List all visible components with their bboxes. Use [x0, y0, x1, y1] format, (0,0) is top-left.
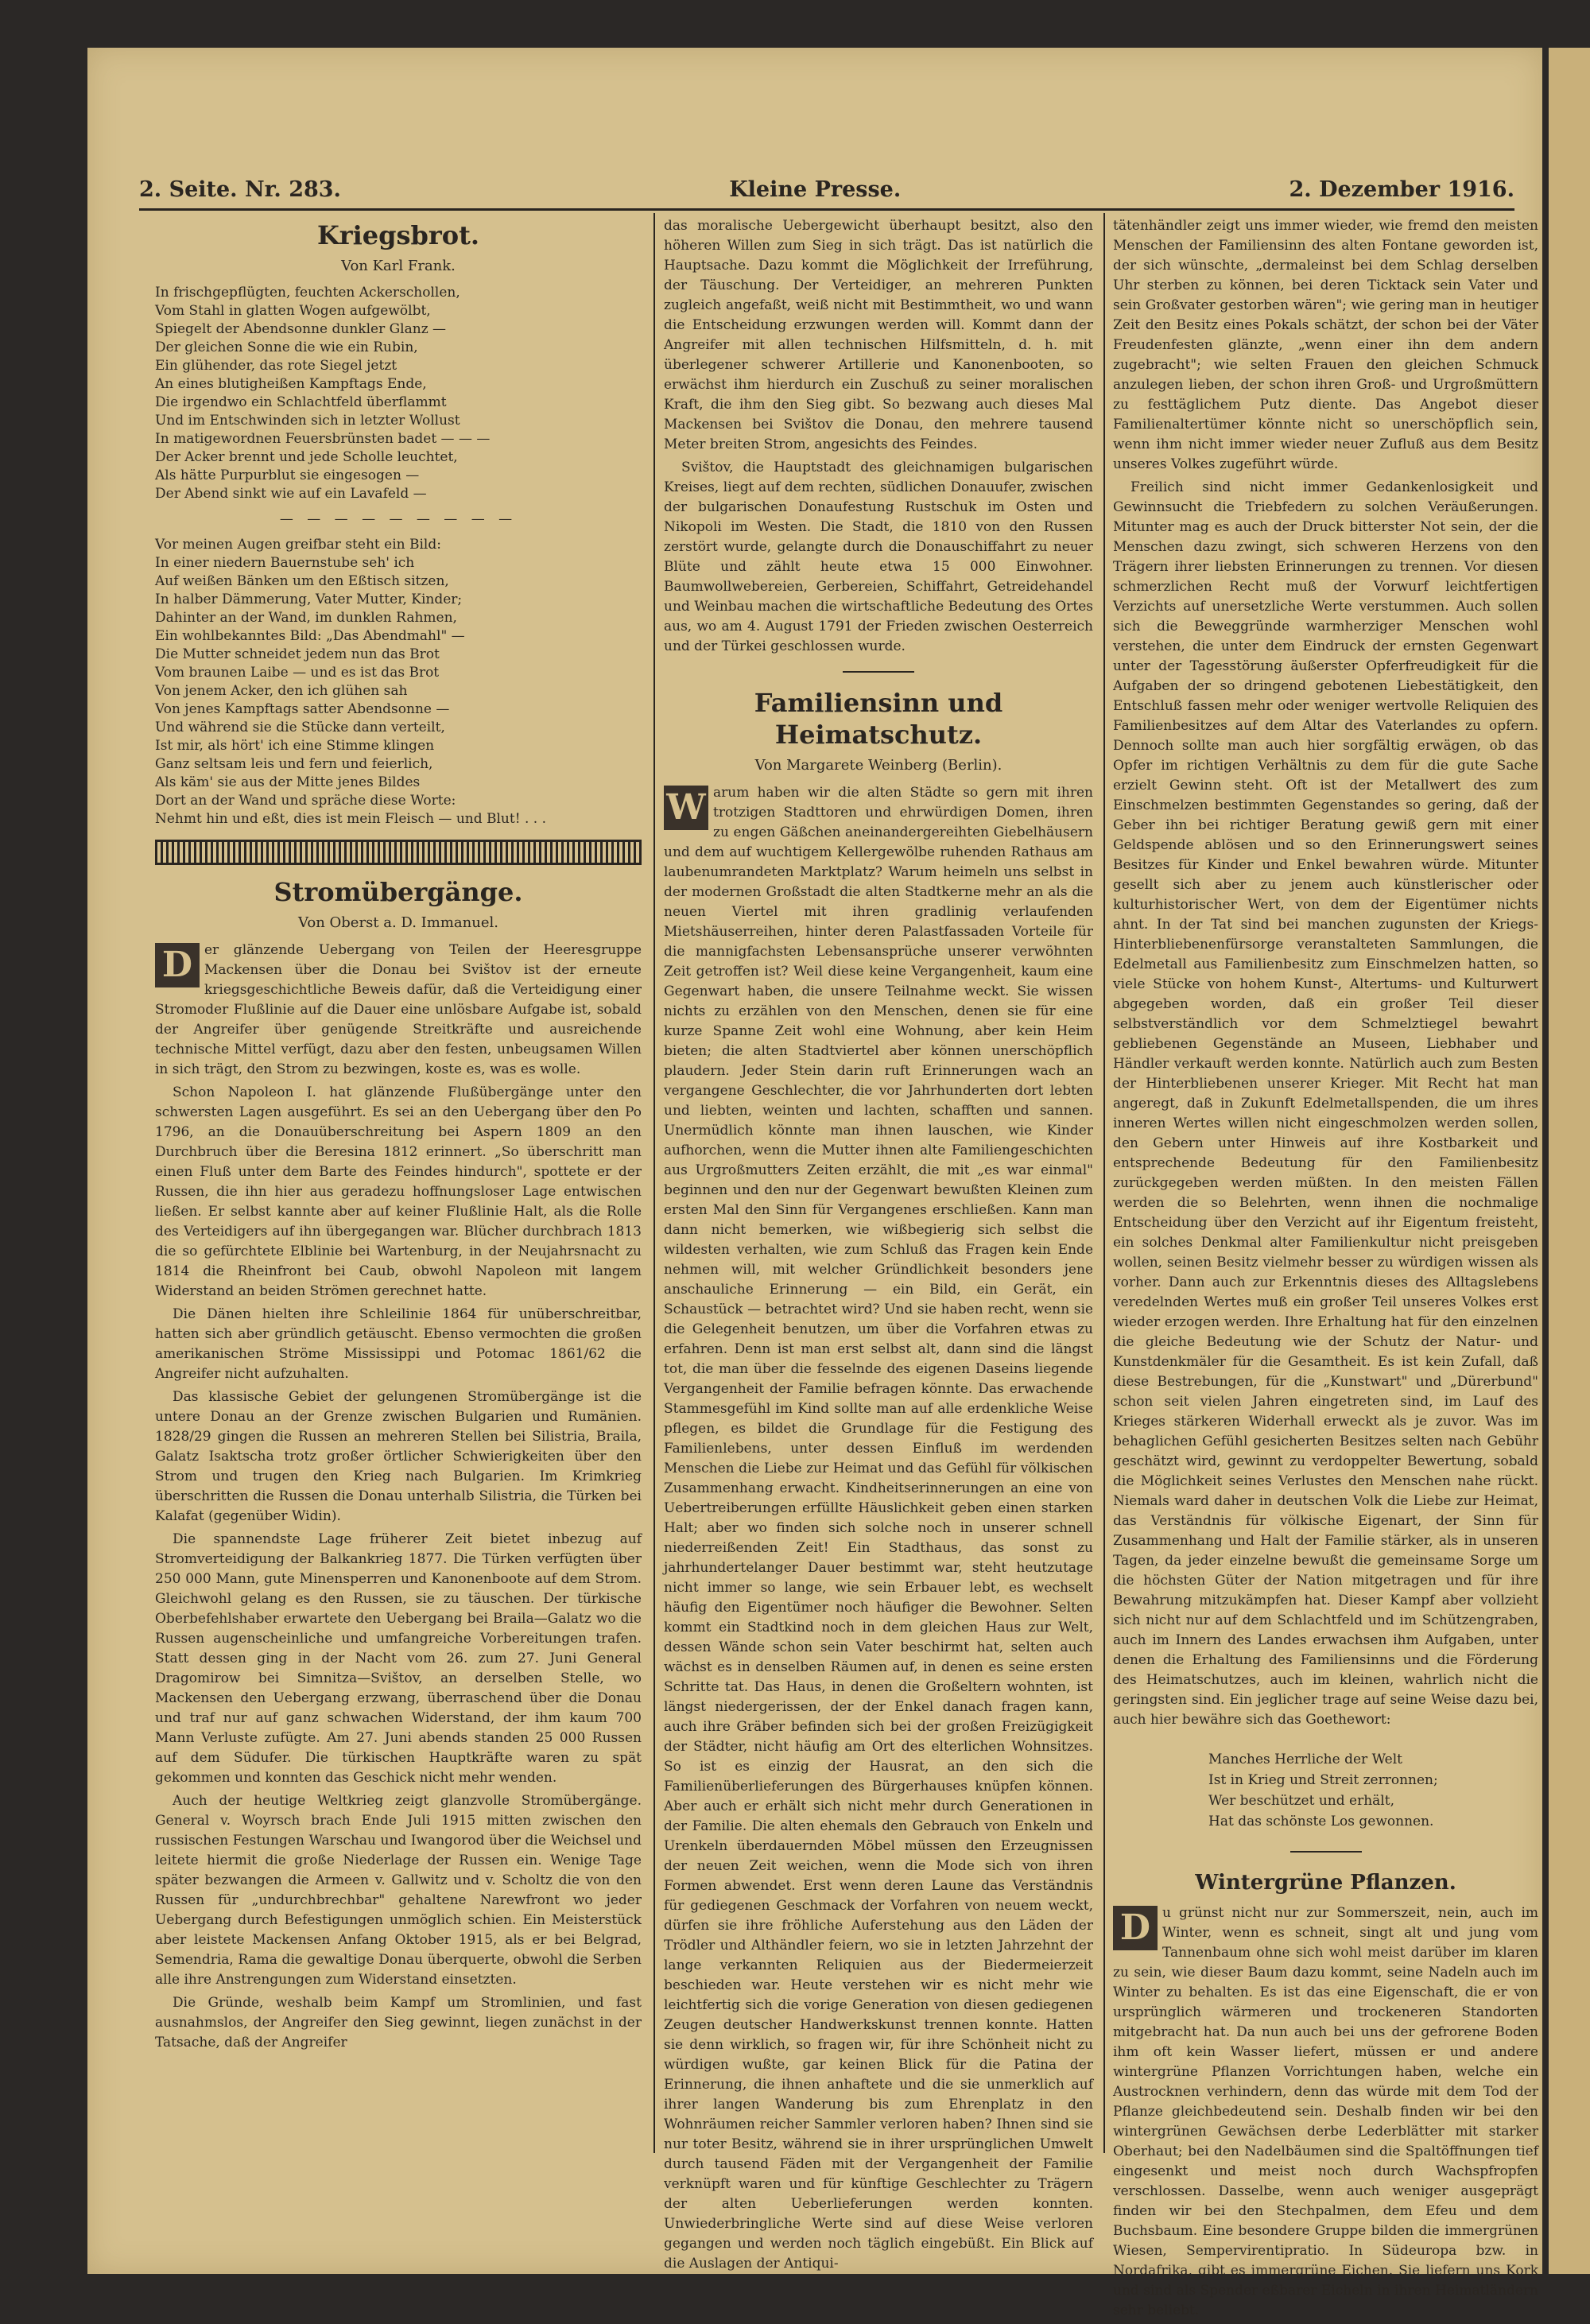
poem-line: Ganz seltsam leis und fern und feierlich,: [155, 756, 433, 772]
article-paragraph: Svištov, die Hauptstadt des gleichnamigen bulgarischen Kreises, liegt auf dem rechten, südlichen Donauufer, zwischen der bulgarischen Donaufestung Rustschuk im Osten und Nikopoli im Westen. Die Stadt, die 1810 von den Russen zerstört wurde, gelangte durch die Donauschiffahrt zu neuer Blüte und zählt heute etwa 15 000 Einwohner. Baumwollwebereien, Gerbereien, Schiffahrt, Getreidehandel und Weinbau machen die wirtschaftliche Bedeutung des Ortes aus, wo am 4. August 1791 der Frieden zwischen Oesterreich und der Türkei geschlossen wurde.: [664, 460, 1093, 654]
poem-line: In frischgepflügten, feuchten Ackerschollen,: [155, 285, 460, 301]
drop-cap: D: [1113, 1906, 1158, 1950]
header-rule: [139, 208, 1514, 211]
poem-line: An eines blutigheißen Kampftags Ende,: [155, 376, 427, 392]
article-paragraph: D er glänzende Uebergang von Teilen der Heeresgruppe Mackensen über die Donau bei Svištov ist der erneute kriegsgeschichtliche Beweis dafür, daß die Verteidigung einer Stromoder Flußlinie auf die Dauer eine unlösbare Aufgabe ist, sobald der Angreifer über genügende Streitkräfte und ausreichende technische Mittel verfügt, dazu aber den festen, unbeugsamen Willen in sich trägt, den Strom zu bezwingen, koste es, was es wolle.: [155, 942, 642, 1077]
poem-line: In halber Dämmerung, Vater Mutter, Kinder;: [155, 592, 463, 607]
goethe-verse: [1208, 1749, 1538, 1832]
column-3: [1113, 216, 1538, 2324]
poem-byline: Von Karl Frank.: [341, 258, 456, 274]
article-paragraph: Die Dänen hielten ihre Schleilinie 1864 für unüberschreitbar, hatten sich aber gründlich getäuscht. Ebenso vermochten die großen amerikanischen Ströme Mississippi und Potomac 1861/62 die Angreifer nicht aufzuhalten.: [155, 1306, 642, 1382]
verse-line: Hat das schönste Los gewonnen.: [1208, 1814, 1434, 1829]
poem-line: Und während sie die Stücke dann verteilt,: [155, 720, 445, 735]
poem-line: Auf weißen Bänken um den Eßtisch sitzen,: [155, 573, 449, 589]
section-rule: [1290, 1851, 1362, 1853]
poem-line: Ist mir, als hört' ich eine Stimme klingen: [155, 738, 435, 754]
poem-line: In einer niedern Bauernstube seh' ich: [155, 555, 415, 571]
ornamental-divider: [155, 840, 642, 865]
poem-line: Vom braunen Laibe — und es ist das Brot: [155, 665, 440, 681]
poem-line: Als hätte Purpurblut sie eingesogen —: [155, 468, 420, 483]
article-paragraph: Die Gründe, weshalb beim Kampf um Stromlinien, und fast ausnahmslos, der Angreifer den Sieg gewinnt, liegen zunächst in der Tatsache, daß der Angreifer: [155, 1995, 642, 2050]
poem-line: Ein wohlbekanntes Bild: „Das Abendmahl" —: [155, 628, 465, 644]
poem-line: Der Abend sinkt wie auf ein Lavafeld —: [155, 486, 427, 502]
poem-line: Ein glühender, das rote Siegel jetzt: [155, 358, 398, 374]
article-paragraph: D u grünst nicht nur zur Sommerszeit, nein, auch im Winter, wenn es schneit, singt alt und jung vom Tannenbaum ohne sich wohl meist darüber im klaren zu sein, wie dieser Baum dazu kommt, seine Nadeln auch im Winter zu behalten. Es ist das eine Eigenschaft, die er von ursprünglich wärmeren und trockeneren Standorten mitgebracht hat. Da nun auch bei uns der gefrorene Boden ihm oft kein Wasser liefert, müssen er und andere wintergrüne Pflanzen Vorrichtungen haben, welche ein Austrocknen verhindern, denn das würde mit dem Tod der Pflanze gleichbedeutend sein. Deshalb finden wir bei den wintergrünen Gewächsen derbe Lederblätter mit starker Oberhaut; bei den Nadelbäumen sind die Spaltöffnungen tief eingesenkt und meist noch durch Wachspfropfen verschlossen. Dasselbe, wenn auch weniger ausgeprägt finden wir bei den Stechpalmen, dem Efeu und dem Buchsbaum. Eine besondere Gruppe bilden die immergrünen Wiesen, Sempervirentipratio. In Südeuropa bzw. in Nordafrika, gibt es immergrüne Eichen. Sie liefern uns Kork und sind als Spender eßbarer Eicheln in ihren Heimatländern sehr beliebt.: [1113, 1905, 1538, 2318]
poem-line: Von jenes Kampftags satter Abendsonne —: [155, 701, 450, 717]
drop-cap: W: [664, 786, 708, 830]
article-paragraph: tätenhändler zeigt uns immer wieder, wie fremd den meisten Menschen der Familiensinn des alten Fontane geworden ist, der sich wünschte, „dermaleinst bei dem Schlag derselben Uhr sterben zu können, bei deren Ticktack sein Vater und sein Großvater gestorben wären"; wie gering man in heutiger Zeit den Besitz eines Pokals schätzt, der schon bei der Väter Freudenfesten glänzte, „wenn einer ihn dem andern zugebracht"; wie selten Frauen den gleichen Schmuck anzulegen lieben, der schon ihren Groß- und Urgroßmüttern zu festtäglichem Putz diente. Das Angebot dieser Familienaltertümer könnte nicht so unerschöpflich sein, wenn ihm nicht immer wieder neuer Zufluß aus dem Besitz unseres Volkes zugeführt würde.: [1113, 218, 1538, 472]
article-paragraph: Schon Napoleon I. hat glänzende Flußübergänge unter den schwersten Lagen ausgeführt. Es sei an den Uebergang über den Po 1796, an die Donauüberschreitung bei Aspern 1809 an den Durchbruch über die Beresina 1812 erinnert. „So überschritt man einen Fluß unter dem Barte des Feindes hindurch", spottete er der Russen, die ihn hier aus geradezu hoffnungsloser Lage entwischen ließen. Er selbst kannte aber auf keiner Flußlinie Halt, als die Rolle des Verteidigers auf ihn übergegangen war. Blücher durchbrach 1813 die so gefürchtete Elblinie bei Wartenburg, in der Neujahrsnacht zu 1814 die Rheinfront bei Caub, obwohl Napoleon mit langem Widerstand an beiden Strömen gerechnet hatte.: [155, 1084, 642, 1299]
newspaper-name: Kleine Presse.: [729, 177, 902, 202]
poem-line: Und im Entschwinden sich in letzter Wollust: [155, 413, 460, 429]
article-paragraph: Die spannendste Lage früherer Zeit bietet inbezug auf Stromverteidigung der Balkankrieg 1877. Die Türken verfügten über 250 000 Mann, gute Minensperren und Kanonenboote auf dem Strom. Gleichwohl gelang es den Russen, sie zu täuschen. Der türkische Oberbefehlshaber erwartete den Uebergang bei Braila—Galatz wo die Russen augenscheinliche und umfangreiche Vorbereitungen trafen. Statt dessen ging in der Nacht vom 26. zum 27. Juni General Dragomirow bei Simnitza—Svištov, an derselben Stelle, wo Mackensen den Uebergang erzwang, überraschend über die Donau und traf nur auf ganz schwachen Widerstand, der ihm kaum 700 Mann Verluste zufügte. Am 27. Juni abends standen 25 000 Russen auf dem Südufer. Die türkischen Hauptkräfte waren zu spät gekommen und konnten das Geschick nicht mehr wenden.: [155, 1531, 642, 1786]
article-paragraph: Das klassische Gebiet der gelungenen Stromübergänge ist die untere Donau an der Grenze zwischen Bulgarien und Rumänien. 1828/29 gingen die Russen an mehreren Stellen bei Silistria, Braila, Galatz Isaktscha trotz großer örtlicher Schwierigkeiten über den Strom und trugen den Krieg nach Bulgarien. Im Krimkrieg überschritten die Russen die Donau unterhalb Silistria, die Türken bei Kalafat (gegenüber Widin).: [155, 1389, 642, 1524]
section-separator: — — — — — — — — —: [279, 511, 518, 527]
poem-line: Dort an der Wand und spräche diese Worte:: [155, 793, 456, 809]
poem-stanza-2: [155, 536, 642, 828]
issue-date: 2. Dezember 1916.: [1289, 177, 1514, 202]
column-2: [664, 216, 1093, 2277]
poem-line: Die irgendwo ein Schlachtfeld überflammt: [155, 394, 447, 410]
poem-line: Der Acker brennt und jede Scholle leuchtet,: [155, 449, 458, 465]
poem-line: Der gleichen Sonne die wie ein Rubin,: [155, 339, 418, 355]
poem-line: Nehmt hin und eßt, dies ist mein Fleisch — und Blut! . . .: [155, 811, 546, 827]
poem-line: Die Mutter schneidet jedem nun das Brot: [155, 646, 440, 662]
page-header: [139, 175, 1514, 204]
poem-line: Dahinter an der Wand, im dunklen Rahmen,: [155, 610, 457, 626]
column-divider: [653, 213, 655, 2153]
article-title: Familiensinn und Heimatschutz.: [754, 688, 1003, 750]
article-title: Stromübergänge.: [273, 877, 523, 907]
verse-line: Manches Herrliche der Welt: [1208, 1752, 1402, 1767]
verse-line: Ist in Krieg und Streit zerronnen;: [1208, 1772, 1438, 1788]
page-number: 2. Seite. Nr. 283.: [139, 177, 341, 202]
poem-line: Vom Stahl in glatten Wogen aufgewölbt,: [155, 303, 431, 319]
poem-line: Als käm' sie aus der Mitte jenes Bildes: [155, 774, 421, 790]
article-paragraph: das moralische Uebergewicht überhaupt besitzt, also den höheren Willen zum Sieg in sich trägt. Das ist natürlich die Hauptsache. Dazu kommt die Möglichkeit der Irreführung, der Täuschung. Der Verteidiger, an mehreren Punkten zugleich angefaßt, weiß nicht mit Bestimmtheit, wo und wann die Entscheidung erzwungen werden will. Kommt dann der Angreifer mit allen technischen Hilfsmitteln, d. h. mit überlegener schwerer Artillerie und Kanonenbooten, so erwächst ihm hierdurch ein Zuschuß zu seiner moralischen Kraft, die ihm den Sieg gibt. So bezwang auch dieses Mal Mackensen bei Svištov die Donau, den mehrere tausend Meter breiten Strom, angesichts des Feindes.: [664, 218, 1093, 452]
poem-line: Vor meinen Augen greifbar steht ein Bild:: [155, 537, 441, 553]
verse-line: Wer beschützet und erhält,: [1208, 1793, 1394, 1809]
poem-line: Spiegelt der Abendsonne dunkler Glanz —: [155, 321, 447, 337]
article-byline: Von Margarete Weinberg (Berlin).: [754, 757, 1002, 774]
poem-line: Von jenem Acker, den ich glühen sah: [155, 683, 408, 699]
poem-title: Kriegsbrot.: [316, 220, 480, 250]
article-byline: Von Oberst a. D. Immanuel.: [298, 914, 498, 931]
article-paragraph: Auch der heutige Weltkrieg zeigt glanzvolle Stromübergänge. General v. Woyrsch brach Ende Juli 1915 mitten zwischen den russischen Festungen Warschau und Iwangorod über die Weichsel und leitete hiermit die große Niederlage der Russen ein. Wenige Tage später bezwangen die Armeen v. Gallwitz und v. Scholtz die von den Russen für „undurchbrechbar" gehaltene Narewfront wo jeder Uebergang durch Befestigungen unmöglich schien. Ein Meisterstück aber leistete Mackensen Anfang Oktober 1915, als er bei Belgrad, Semendria, Rama die gewaltige Donau überquerte, obwohl die Serben alle ihre Anstrengungen zum Widerstand einsetzten.: [155, 1793, 642, 1988]
column-1: [155, 216, 642, 2056]
article-paragraph: Freilich sind nicht immer Gedankenlosigkeit und Gewinnsucht die Triebfedern zu solchen Veräußerungen. Mitunter mag es auch der Druck bitterster Not sein, der die Menschen dazu zwingt, sich schweren Herzens von den Trägern ihrer liebsten Erinnerungen zu trennen. Vor diesen schmerzlichen Recht muß der Vorwurf leichtfertigen Verzichts auf unersetzliche Werte verstummen. Auch sollen sich die Beweggründe warmherziger Menschen wohl verstehen, die unter dem Eindruck der ernsten Gegenwart unter der Tagesstörung äußerster Opferfreudigkeit für die Aufgaben der so dringend gebotenen Liebestätigkeit, den Entschluß fassen mehr oder weniger wertvolle Reliquien des Familienbesitzes auf dem Altar des Vaterlandes zu opfern. Dennoch sollte man auch hier sorgfältig erwägen, ob das Opfer im richtigen Verhältnis zu dem für die gute Sache erzielt Gewinn steht. Oft ist der Metallwert des zum Einschmelzen bestimmten Gegenstandes so gering, daß der Geber ihn bei richtiger Beratung gewiß gern mit einer Geldspende ablösen und so den Erinnerungswert seines Besitzes für Kinder und Enkel bewahren würde. Mitunter gesellt sich aber zu jenem auch künstlerischer oder kulturhistorischer Wert, von dem der Eigentümer nichts ahnt. In der Tat sind bei manchen zugunsten der Kriegs-Hinterbliebenenfürsorge veranstalteten Sammlungen, die Edelmetall aus Familienbesitz zum Einschmelzen hatten, so viele Stücke von hohem Kunst-, Altertums- und Kulturwert abgegeben worden, daß ein großer Teil dieser selbstverständlich vor dem Schmelztiegel bewahrt gebliebenen Gegenstände an Museen, Liebhaber und Händler verkauft werden konnte. Natürlich auch zum Besten der Hinterbliebenen unserer Krieger. Mit Recht hat man angeregt, daß in Zukunft Edelmetallspenden, die um ihres inneren Wertes willen nicht eingeschmolzen werden sollen, den Gebern unter Hinweis auf ihre Kostbarkeit und entsprechende Bedeutung für den Familienbesitz zurückgegeben werden müßten. In den meisten Fällen werden die so Belehrten, wenn ihnen die nochmalige Entscheidung über den Verzicht auf ihr Eigentum freisteht, ein solches Denkmal alter Familienkultur nicht preisgeben wollen, seinen Besitz vielmehr besser zu würdigen wissen als vorher. Dann auch zur Erkenntnis dieses des Alltagslebens veredelnden Wertes muß ein großer Teil unseres Volkes erst wieder erzogen werden. Ihre Erhaltung hat für den einzelnen die gleiche Bedeutung wie der Schutz der Natur- und Kunstdenkmäler für die Gesamtheit. Es ist kein Zufall, daß diese Bestrebungen, für die „Kunstwart" und „Dürerbund" schon seit vielen Jahren eingetreten sind, im Lauf des Krieges stärkeren Widerhall erweckt als je zuvor. Was im behaglichen Gefühl gesicherten Besitzes selten nach Gebühr geschätzt wird, gewinnt zu verdoppelter Bewertung, sobald die Möglichkeit seines Verlustes den Menschen nahe rückt. Niemals ward daher in deutschen Volk die Liebe zur Heimat, das Verständnis für völkische Eigenart, der Sinn für Zusammenhang und Halt der Familie stärker, als in unseren Tagen, da jeder einzelne bewußt die gemeinsame Sorge um die höchsten Güter der Nation mitgetragen und für ihre Bewahrung mitzukämpfen hat. Dieser Kampf aber vollzieht sich nicht nur auf dem Schlachtfeld und im Schützengraben, auch im Innern des Landes erwachsen ihm Aufgaben, unter denen die Erhaltung des Familiensinns und die Förderung des Heimatschutzes, auch im kleinen, wahrlich nicht die geringsten sind. Ein jeglicher trage auf seine Weise dazu bei, auch hier bewähre sich das Goethewort:: [1113, 479, 1538, 1728]
section-rule: [843, 671, 914, 673]
article-paragraph: W arum haben wir die alten Städte so gern mit ihren trotzigen Stadttoren und ehrwürdigen Domen, ihren zu engen Gäßchen aneinandergereihten Giebelhäusern und dem auf wuchtigem Kellergewölbe ruhenden Rathaus am laubenumrandeten Marktplatz? Warum heimeln uns selbst in der modernen Großstadt die alten Stadtkerne mehr an als die neuen Viertel mit ihren gradlinig verlaufenden Mietshäuserreihen, hinter deren Palastfassaden Vorteile für die mannigfachsten Lebensansprüche unserer verwöhnten Zeit getroffen ist? Weil diese keine Vergangenheit, kaum eine Gegenwart haben, die unsere Teilnahme weckt. Sie wissen nichts zu erzählen von den Menschen, denen sie für eine kurze Spanne Zeit wohl eine Wohnung, aber kein Heim bieten; die alten Stadtviertel aber können unerschöpflich plaudern. Jeder Stein darin ruft Erinnerungen wach an vergangene Geschlechter, die vor Jahrhunderten dort lebten und liebten, weinten und lachten, schafften und sannen. Unermüdlich könnte man ihnen lauschen, wie Kinder aufhorchen, wenn die Mutter ihnen alte Familiengeschichten aus Urgroßmutters Zeiten erzählt, die mit „es war einmal" beginnen und den nur der Gegenwart bewußten Kleinen zum ersten Mal den Sinn für Vergangenes erschließen. Kann man dann nicht bemerken, wie wißbegierig sich selbst die wildesten verhalten, wie zum Schluß das Fragen kein Ende nehmen will, mit welcher Gründlichkeit besonders jene anschauliche Erinnerung — ein Bild, ein Gerät, ein Schaustück — betrachtet wird? Und sie haben recht, wenn sie die Gelegenheit benutzen, um über die Vorfahren etwas zu erfahren. Denn ist man erst selbst alt, dann sind die längst tot, die man über die fesselnde des eigenen Daseins liegende Vergangenheit der Familie befragen könnte. Das erwachende Stammesgefühl im Kind sollte man auf alle erdenkliche Weise pflegen, es bildet die Grundlage für die Festigung des Familienlebens, unter dessen Einfluß im werdenden Menschen die Liebe zur Heimat und das Gefühl für völkischen Zusammenhang erwacht. Kindheitserinnerungen an eine von Uebertreiberungen erfüllte Häuslichkeit geben einen starken Halt; aber wo finden sich solche noch in unserer schnell niederreißenden Zeit! Ein Stadthaus, das sonst zu jahrhundertelanger Dauer bestimmt war, steht heutzutage nicht immer so lange, wie sein Erbauer lebt, es wechselt häufig den Eigentümer noch häufiger die Bewohner. Selten kommt ein Stadtkind noch in dem gleichen Haus zur Welt, dessen Wände schon sein Vater beschirmt hat, selten auch wächst es in denselben Räumen auf, in denen es seine ersten Schritte tat. Das Haus, in denen die Großeltern wohnten, ist längst niedergerissen, der der Enkel danach fragen kann, auch ihre Gräber befinden sich bei der großen Freizügigkeit der Städter, nicht häufig am Ort des elterlichen Wohnsitzes. So ist es einzig der Hausrat, an den sich die Familienüberlieferungen des Bürgerhauses knüpfen können. Aber auch er erhält sich nicht mehr durch Generationen in der Familie. Die alten ehemals den Gebrauch von Enkeln und Urenkeln überdauernden Möbel müssen den Erzeugnissen der neuen Zeit weichen, wenn die Mode sich von ihren Formen abwendet. Erst wenn deren Laune das Verständnis für gediegenen Geschmack der Vorfahren von neuem weckt, dürfen sie ihre fröhliche Auferstehung aus den Läden der Trödler und Althändler feiern, wo sie in letzten Jahrzehnt der lange verkannten Reliquien aus der Biedermeierzeit beschieden war. Heute verstehen wir es nicht mehr wie leichtfertig sich die vorige Generation von diesen gediegenen Zeugen deutscher Handwerkskunst trennen konnte. Hatten sie denn wirklich, so fragen wir, für ihre Schönheit nicht zu würdigen wußte, gar keinen Blick für die Patina der Erinnerung, die ihnen anhaftete und die sie unmerklich auf ihrer langen Wanderung bis zum Ehrenplatz in den Wohnräumen reicher Sammler verloren haben? Ihnen sind sie nur toter Besitz, während sie in ihrer ursprünglichen Umwelt durch tausend Fäden mit der Vergangenheit der Familie verknüpft waren und für künftige Geschlechter zu Trägern der alten Ueberlieferungen werden konnten. Unwiederbringliche Werte sind auf diese Weise verloren gegangen und werden noch täglich eingebüßt. Ein Blick auf die Auslagen der Antiqui-: [664, 785, 1093, 2272]
article-title: Wintergrüne Pflanzen.: [1195, 1871, 1456, 1895]
drop-cap: D: [155, 943, 200, 987]
column-divider: [1103, 213, 1105, 2153]
poem-stanza-1: [155, 284, 642, 503]
poem-line: In matigewordnen Feuersbrünsten badet — — —: [155, 431, 491, 447]
adjacent-page-edge: [1549, 48, 1590, 2274]
